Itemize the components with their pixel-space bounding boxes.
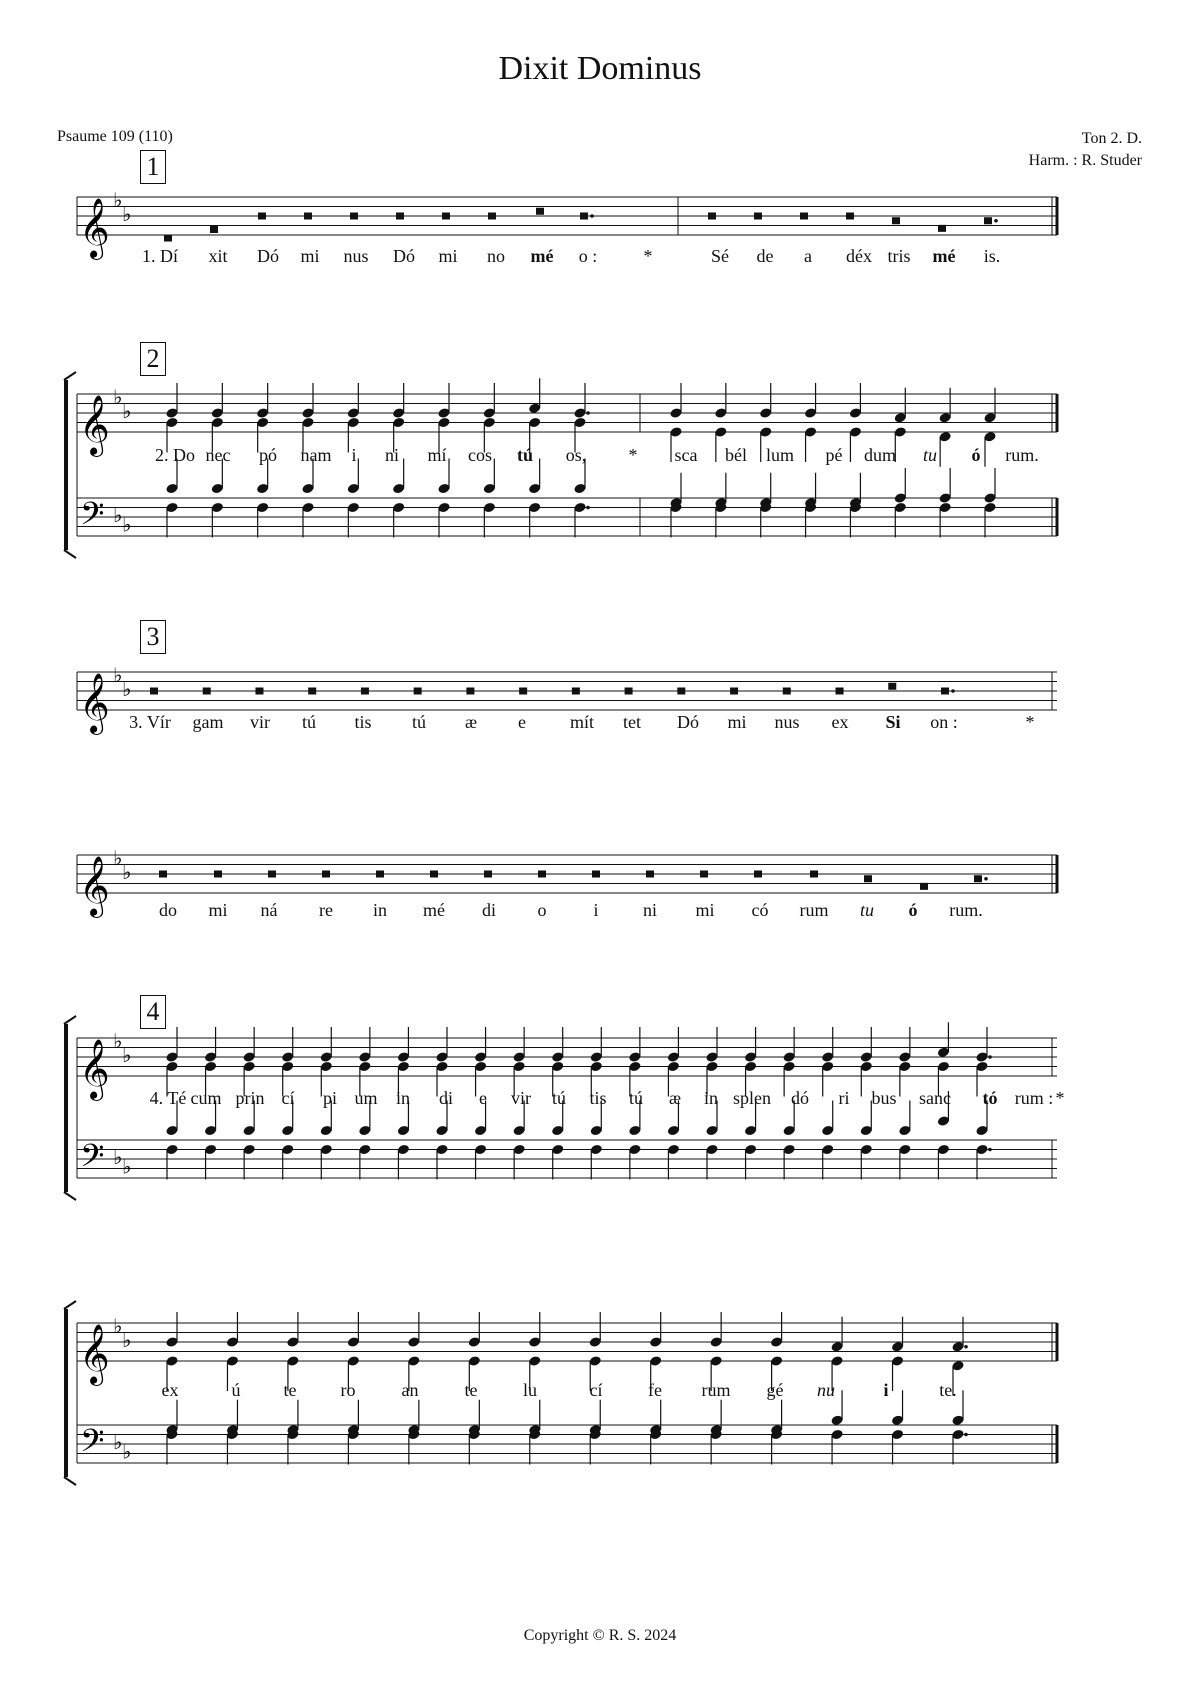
flat-icon: ♭: [122, 202, 132, 226]
lyric-syllable: tu: [922, 445, 938, 465]
lyric-syllable: 4. Té: [149, 1088, 187, 1108]
flat-icon: ♭: [122, 1328, 132, 1352]
chant-note: [892, 217, 900, 224]
psalm-reference: Psaume 109 (110): [57, 128, 173, 145]
flat-icon: ♭: [122, 1154, 132, 1179]
lyric-syllable: ni: [642, 900, 658, 920]
lyric-syllable: lum: [765, 445, 795, 465]
lyric-syllable: ú: [231, 1380, 241, 1400]
chant-note: [396, 213, 404, 220]
flat-icon: ♭: [122, 677, 132, 701]
chant-note: [376, 871, 384, 878]
chant-note: [268, 871, 276, 878]
treble-clef-icon: 𝄞: [79, 198, 110, 258]
chant-note: [519, 688, 527, 695]
chant-note: [488, 213, 496, 220]
lyric-syllable: di: [481, 900, 497, 920]
lyric-syllable: gé: [766, 1380, 784, 1400]
lyric-syllable: an: [401, 1380, 419, 1400]
dot: [988, 1148, 992, 1152]
lyric-syllable: pé: [825, 445, 843, 465]
lyric-syllable: bus: [871, 1088, 897, 1108]
chant-note: [322, 871, 330, 878]
chant-note: [536, 208, 544, 215]
flat-icon: ♭: [113, 662, 123, 687]
lyric-syllable: fe: [648, 1380, 662, 1400]
treble-clef-icon: 𝄞: [79, 856, 110, 916]
chant-note: [580, 213, 588, 220]
lyric-syllable: te: [283, 1380, 297, 1400]
bass-clef-icon: 𝄢: [80, 1422, 105, 1467]
dot: [964, 1345, 968, 1349]
chant-note: [800, 213, 808, 220]
lyric-syllable: Sé: [711, 246, 729, 266]
lyric-syllable: rum.: [1005, 445, 1039, 465]
lyric-syllable: vir: [511, 1088, 531, 1108]
dot: [590, 214, 594, 218]
treble-clef-icon: 𝄞: [79, 1039, 110, 1099]
lyric-syllable: ro: [340, 1380, 356, 1400]
flat-icon: ♭: [113, 384, 123, 409]
bass-clef-icon: 𝄢: [80, 495, 105, 540]
flat-icon: ♭: [122, 399, 132, 423]
bracket-hook: [64, 1192, 76, 1200]
lyric-syllable: nus: [774, 712, 800, 732]
lyric-syllable: tó: [982, 1088, 998, 1108]
flat-icon: ♭: [122, 860, 132, 884]
lyric-syllable: te: [464, 1380, 478, 1400]
lyric-syllable: æ: [464, 712, 478, 732]
lyric-syllable: mé: [932, 246, 956, 266]
chant-note: [484, 871, 492, 878]
chant-note: [700, 871, 708, 878]
flat-icon: ♭: [113, 1430, 123, 1454]
lyric-syllable: tú: [628, 1088, 644, 1108]
lyric-syllable: Dó: [677, 712, 699, 732]
chant-note: [783, 688, 791, 695]
chant-note: [258, 213, 266, 220]
lyric-syllable: tú: [551, 1088, 567, 1108]
lyric-syllable: mít: [569, 712, 595, 732]
rehearsal-mark: 3: [140, 620, 166, 654]
lyric-syllable: pó: [259, 445, 277, 465]
lyric-syllable: sca: [674, 445, 698, 465]
chant-note: [255, 688, 263, 695]
lyric-syllable: e: [518, 712, 526, 732]
dot: [994, 219, 998, 223]
chant-note: [150, 688, 158, 695]
chant-note: [159, 871, 167, 878]
chant-note: [308, 688, 316, 695]
page-title: Dixit Dominus: [498, 50, 702, 87]
lyric-syllable: o: [537, 900, 547, 920]
chant-note: [304, 213, 312, 220]
lyric-syllable: dum: [863, 445, 897, 465]
chant-note: [214, 871, 222, 878]
bracket-hook: [64, 1016, 76, 1024]
lyric-syllable: do: [159, 900, 177, 920]
lyric-syllable: 3. Vír: [129, 712, 171, 732]
lyric-syllable: a: [804, 246, 812, 266]
lyric-syllable: ex: [161, 1380, 179, 1400]
chant-note: [974, 875, 982, 882]
rehearsal-mark: 1: [140, 150, 166, 184]
lyric-syllable: ó: [971, 445, 981, 465]
bracket-hook: [64, 1477, 76, 1485]
lyric-syllable: tu: [859, 900, 875, 920]
bass-clef-icon: 𝄢: [80, 1137, 105, 1182]
lyric-syllable: i: [351, 445, 357, 465]
lyric-syllable: nu: [817, 1380, 835, 1400]
lyric-syllable: có: [751, 900, 769, 920]
lyric-syllable: déx: [846, 246, 872, 266]
lyric-syllable: *: [1025, 712, 1035, 732]
chant-note: [442, 213, 450, 220]
lyric-syllable: tis: [589, 1088, 607, 1108]
chant-note: [414, 688, 422, 695]
dot: [951, 689, 955, 693]
treble-clef-icon: 𝄞: [79, 395, 110, 455]
rehearsal-mark: 2: [140, 342, 166, 376]
treble-clef-icon: 𝄞: [79, 1324, 110, 1384]
lyric-syllable: tis: [354, 712, 372, 732]
flat-icon: ♭: [113, 1145, 123, 1169]
dot: [964, 1433, 968, 1437]
flat-icon: ♭: [113, 187, 123, 212]
lyric-syllable: tú: [411, 712, 427, 732]
dot: [984, 877, 988, 881]
chant-note: [210, 226, 218, 233]
lyric-syllable: te.: [939, 1380, 957, 1400]
lyric-syllable: in: [703, 1088, 719, 1108]
lyric-syllable: rum: [799, 900, 829, 920]
treble-clef-icon: 𝄞: [79, 673, 110, 733]
chant-note: [846, 213, 854, 220]
chant-note: [810, 871, 818, 878]
lyric-syllable: gam: [192, 712, 224, 732]
lyric-syllable: cos: [468, 445, 492, 465]
flat-icon: ♭: [122, 512, 132, 537]
lyric-syllable: tet: [623, 712, 641, 732]
chant-note: [361, 688, 369, 695]
lyric-syllable: mí: [427, 445, 447, 465]
lyric-syllable: pi: [322, 1088, 338, 1108]
lyric-syllable: o :: [578, 246, 598, 266]
chant-note: [430, 871, 438, 878]
bracket-hook: [64, 372, 76, 380]
tone-label: Ton 2. D.: [1081, 130, 1142, 147]
lyric-syllable: re: [319, 900, 333, 920]
lyric-syllable: um: [354, 1088, 378, 1108]
lyric-syllable: rum :: [1014, 1088, 1054, 1108]
lyric-syllable: in: [395, 1088, 411, 1108]
lyric-syllable: cí: [589, 1380, 603, 1400]
lyric-syllable: 1. Dí: [142, 246, 178, 266]
chant-note: [920, 883, 928, 890]
lyric-syllable: nec: [205, 445, 231, 465]
dot: [586, 411, 590, 415]
lyric-syllable: ri: [838, 1088, 850, 1108]
lyric-syllable: i: [883, 1380, 889, 1400]
flat-icon: ♭: [122, 1043, 132, 1067]
flat-icon: ♭: [113, 1313, 123, 1338]
chant-note: [350, 213, 358, 220]
lyric-syllable: splen: [733, 1088, 771, 1108]
flat-icon: ♭: [113, 845, 123, 870]
dot: [586, 506, 590, 510]
copyright-notice: Copyright © R. S. 2024: [523, 1627, 677, 1644]
chant-note: [538, 871, 546, 878]
lyric-syllable: rum: [701, 1380, 731, 1400]
rehearsal-mark: 4: [140, 995, 166, 1029]
lyric-syllable: ó: [908, 900, 918, 920]
lyric-syllable: mi: [208, 900, 228, 920]
lyric-syllable: Dó: [393, 246, 415, 266]
chant-note: [938, 225, 946, 232]
bracket-hook: [64, 1301, 76, 1309]
lyric-syllable: di: [438, 1088, 454, 1108]
flat-icon: ♭: [113, 1028, 123, 1053]
lyric-syllable: bél: [725, 445, 747, 465]
chant-note: [466, 688, 474, 695]
lyric-syllable: on :: [930, 712, 958, 732]
lyric-syllable: mi: [695, 900, 715, 920]
lyric-syllable: ni: [384, 445, 400, 465]
lyric-syllable: nam: [300, 445, 332, 465]
lyric-syllable: cí: [281, 1088, 295, 1108]
lyric-syllable: xit: [208, 246, 228, 266]
lyric-syllable: in: [372, 900, 388, 920]
lyric-syllable: tú: [301, 712, 317, 732]
chant-note: [941, 688, 949, 695]
lyric-syllable: Dó: [257, 246, 279, 266]
lyric-syllable: dó: [791, 1088, 809, 1108]
chant-note: [754, 871, 762, 878]
chant-note: [592, 871, 600, 878]
chant-note: [864, 875, 872, 882]
lyric-syllable: mé: [530, 246, 554, 266]
lyric-syllable: mi: [727, 712, 747, 732]
lyric-syllable: ex: [831, 712, 849, 732]
lyric-syllable: Si: [885, 712, 901, 732]
lyric-syllable: is.: [983, 246, 1001, 266]
chant-note: [646, 871, 654, 878]
lyric-syllable: os,: [565, 445, 587, 465]
lyric-syllable: no: [487, 246, 505, 266]
lyric-syllable: mi: [300, 246, 320, 266]
lyric-syllable: cum: [190, 1088, 222, 1108]
lyric-syllable: *: [643, 246, 653, 266]
lyric-syllable: mi: [438, 246, 458, 266]
chant-note: [203, 688, 211, 695]
lyric-syllable: 2. Do: [155, 445, 195, 465]
lyric-syllable: æ: [668, 1088, 682, 1108]
lyric-syllable: tú: [516, 445, 534, 465]
lyric-syllable: sanc: [919, 1088, 951, 1108]
chant-note: [708, 213, 716, 220]
chant-note: [164, 235, 172, 242]
lyric-syllable: lu: [522, 1380, 538, 1400]
chant-note: [836, 688, 844, 695]
dot: [988, 1055, 992, 1059]
chant-note: [677, 688, 685, 695]
chant-note: [984, 217, 992, 224]
flat-icon: ♭: [113, 503, 123, 527]
lyric-syllable: mé: [423, 900, 445, 920]
lyric-syllable: de: [756, 246, 774, 266]
chant-note: [888, 683, 896, 690]
chant-note: [730, 688, 738, 695]
lyric-syllable: i: [593, 900, 599, 920]
lyric-syllable: vir: [250, 712, 270, 732]
lyric-syllable: rum.: [949, 900, 983, 920]
lyric-syllable: ná: [260, 900, 278, 920]
harmonization-credit: Harm. : R. Studer: [1028, 152, 1142, 169]
lyric-syllable: *: [1055, 1088, 1065, 1108]
lyric-syllable: *: [628, 445, 638, 465]
lyric-syllable: nus: [343, 246, 369, 266]
lyric-syllable: e: [479, 1088, 487, 1108]
chant-note: [754, 213, 762, 220]
lyric-syllable: prin: [235, 1088, 265, 1108]
chant-note: [625, 688, 633, 695]
flat-icon: ♭: [122, 1439, 132, 1464]
chant-note: [572, 688, 580, 695]
lyric-syllable: tris: [887, 246, 911, 266]
bracket-hook: [64, 550, 76, 558]
